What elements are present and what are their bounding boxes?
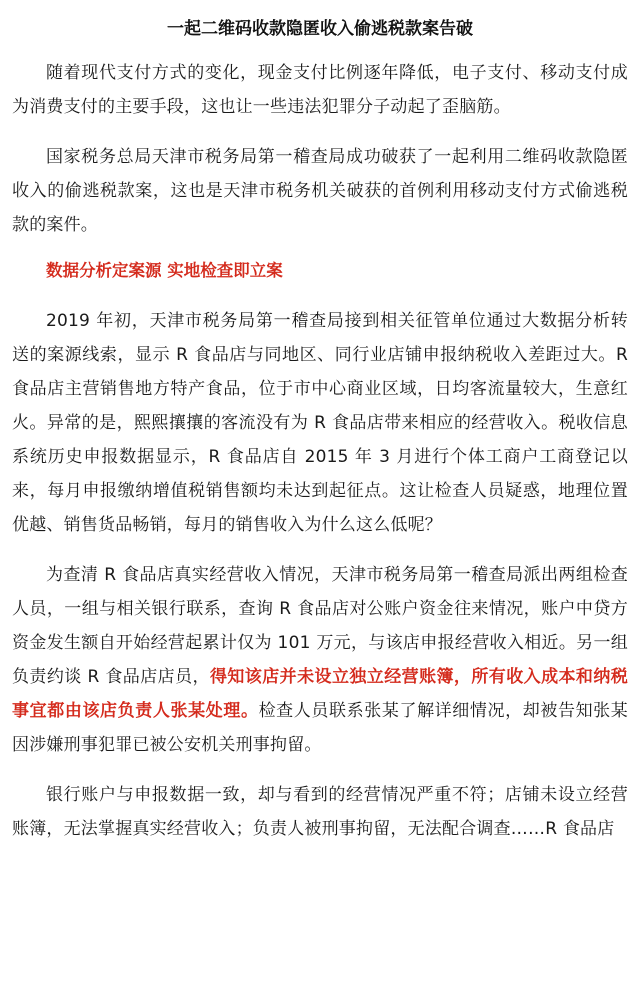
paragraph-intro: 随着现代支付方式的变化，现金支付比例逐年降低，电子支付、移动支付成为消费支付的主要手段，这也让一些违法犯罪分子动起了歪脑筋。 (12, 63, 628, 117)
highlighted-finding: 得知该店并未设立独立经营账簿，所有收入成本和纳税事宜都由该店负责人张某处理。 (12, 667, 628, 721)
investigation-text-2: 检查人员联系张某了解详细情况，却被告知张某因涉嫌刑事犯罪已被公安机关刑事拘留。 (12, 701, 628, 755)
section-heading: 数据分析定案源 实地检查即立案 (46, 261, 283, 280)
article-title: 一起二维码收款隐匿收入偷逃税款案告破 (167, 19, 473, 39)
paragraph-case-source: 2019 年初，天津市税务局第一稽查局接到相关征管单位通过大数据分析转送的案源线索，显示 R 食品店与同地区、同行业店铺申报纳税收入差距过大。R 食品店主营销售地方特产食品，位于市中心商业区域，日均客流量较大，生意红火。异常的是，熙熙攘攘的客流没有为 R 食品店带来相应的经营收入。税收信息系统历史申报数据显示，R 食品店自 2015 年 3 月进行个体工商户工商登记以来，每月申报缴纳增值税销售额均未达到起征点。这让检查人员疑惑，地理位置优越、销售货品畅销，每月的销售收入为什么这么低呢？ (12, 311, 628, 535)
investigation-text-1: 为查清 R 食品店真实经营收入情况，天津市税务局第一稽查局派出两组检查人员，一组与相关银行联系，查询 R 食品店对公账户资金往来情况，账户中贷方资金发生额自开始经营起累计仅为 101 万元，与该店申报经营收入相近。另一组负责约谈 R 食品店店员， (12, 565, 628, 687)
paragraph-investigation (12, 558, 628, 762)
paragraph-case-summary: 国家税务总局天津市税务局第一稽查局成功破获了一起利用二维码收款隐匿收入的偷逃税款案，这也是天津市税务机关破获的首例利用移动支付方式偷逃税款的案件。 (12, 147, 628, 235)
paragraph-difficulties: 银行账户与申报数据一致，却与看到的经营情况严重不符；店铺未设立经营账簿，无法掌握真实经营收入；负责人被刑事拘留，无法配合调查……R 食品店 (12, 785, 628, 839)
